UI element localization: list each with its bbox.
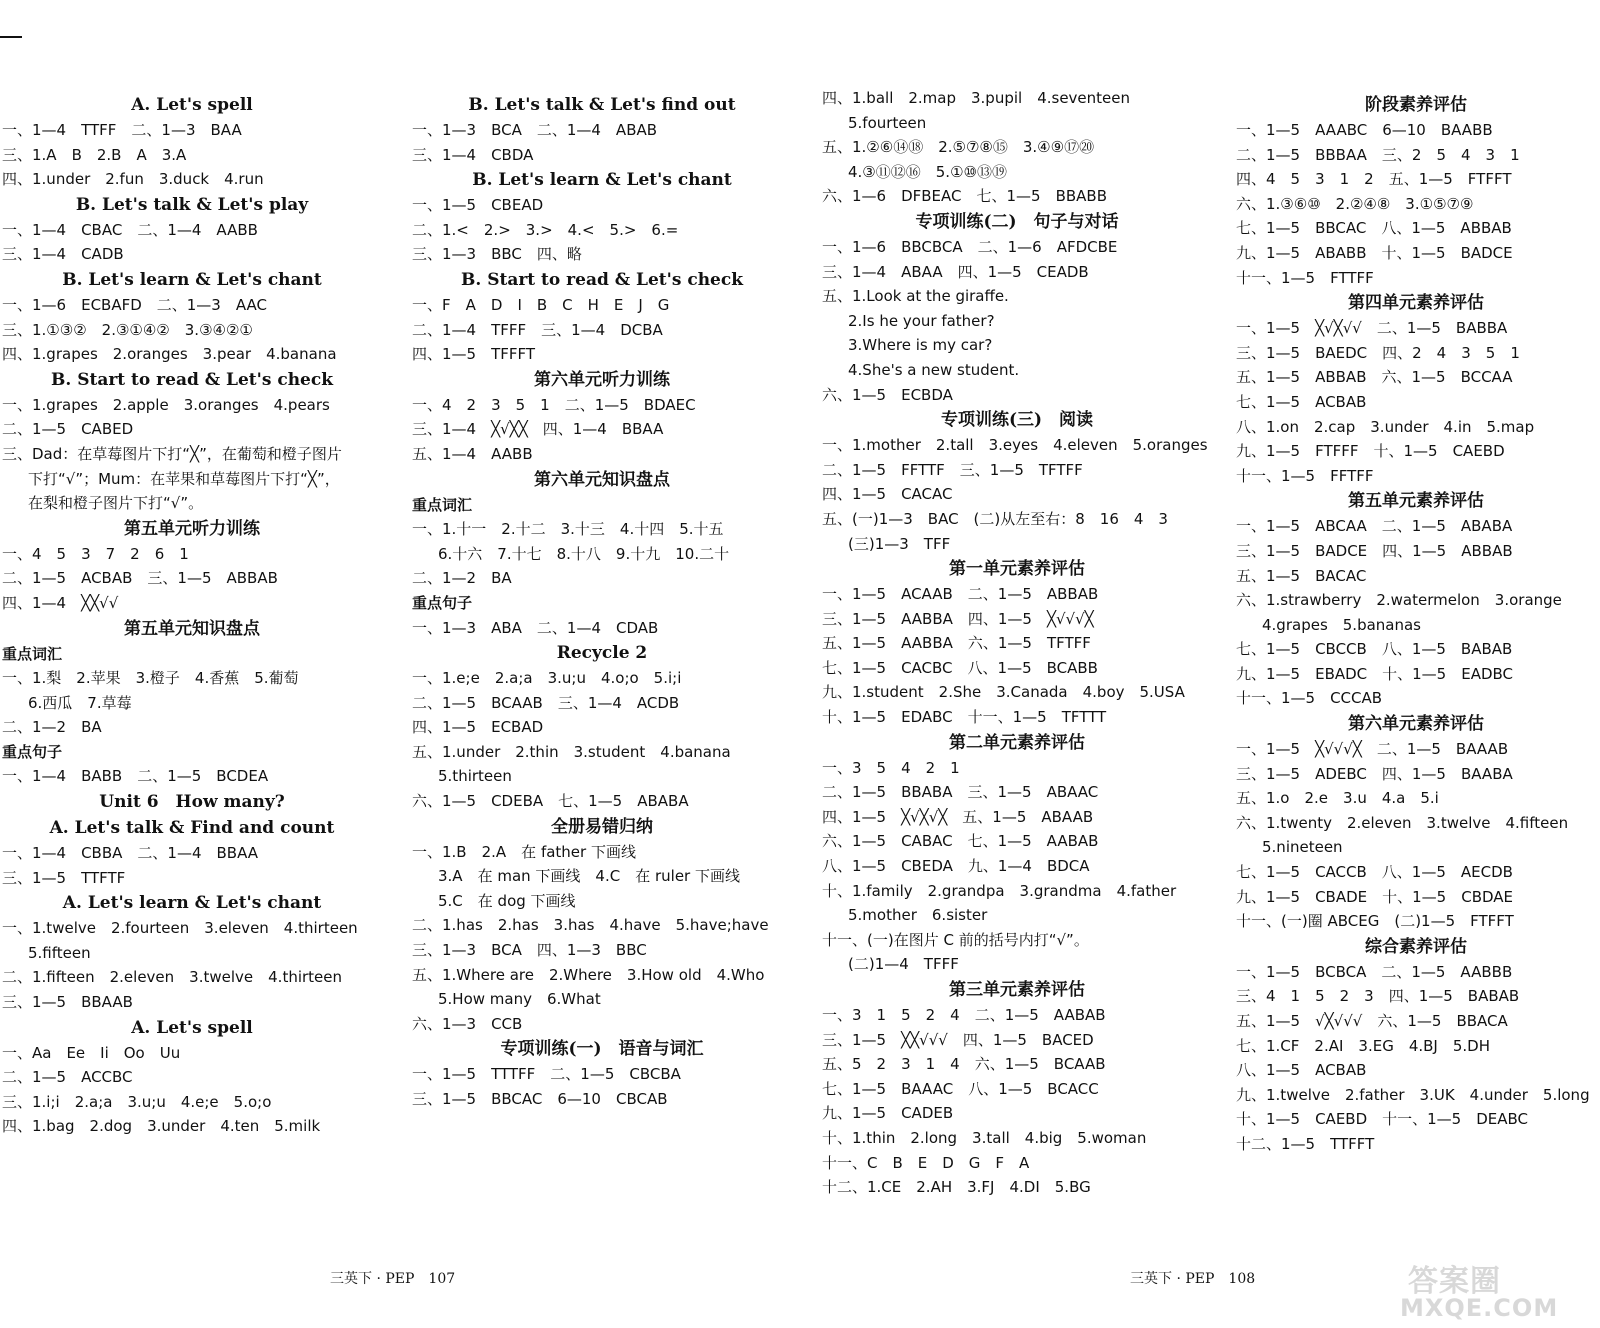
answer-line: 七、1—5 BAAAC 八、1—5 BCACC xyxy=(822,1079,1099,1098)
answer-line: 十一、(一)圈 ABCEG (二)1—5 FTFFT xyxy=(1236,912,1514,931)
answer-line: 一、1—3 ABA 二、1—4 CDAB xyxy=(412,618,659,637)
answer-line: 四、4 5 3 1 2 五、1—5 FTFFT xyxy=(1236,170,1512,189)
answer-line: 四、1—5 ╳√╳√╳ 五、1—5 ABAAB xyxy=(822,807,1094,826)
answer-line: 三、1—5 BBAAB xyxy=(2,993,133,1012)
answer-line: 九、1.student 2.She 3.Canada 4.boy 5.USA xyxy=(822,683,1185,702)
answer-line: 一、1.twelve 2.fourteen 3.eleven 4.thirteen xyxy=(2,919,358,938)
answer-line: 一、1—5 ACAAB 二、1—5 ABBAB xyxy=(822,585,1099,604)
subsection-label: 重点句子 xyxy=(412,593,473,612)
answer-line: 三、1—4 ╳√╳╳ 四、1—4 BBAA xyxy=(412,420,664,439)
answer-line: 5.C 在 dog 下画线 xyxy=(438,891,576,910)
answer-line: 十、1.thin 2.long 3.tall 4.big 5.woman xyxy=(822,1128,1147,1147)
answer-line: 九、1.twelve 2.father 3.UK 4.under 5.long xyxy=(1236,1085,1590,1104)
answer-line: 6.西瓜 7.草莓 xyxy=(28,693,132,712)
answer-line: 六、1.strawberry 2.watermelon 3.orange xyxy=(1236,591,1562,610)
section-heading: 第六单元素养评估 xyxy=(1348,714,1484,735)
answer-line: 一、1—5 ╳√╳√√ 二、1—5 BABBA xyxy=(1236,319,1508,338)
answer-line: 一、1—5 ABCAA 二、1—5 ABABA xyxy=(1236,517,1513,536)
answer-line: 七、1.CF 2.AI 3.EG 4.BJ 5.DH xyxy=(1236,1036,1490,1055)
answer-line: 七、1—5 CACBC 八、1—5 BCABB xyxy=(822,658,1098,677)
answer-line: 5.fifteen xyxy=(28,943,91,962)
answer-line: 三、1.A B 2.B A 3.A xyxy=(2,145,187,164)
section-heading: B. Let's talk & Let's find out xyxy=(468,95,736,115)
answer-line: 4.③⑪⑫⑯ 5.①⑩⑬⑲ xyxy=(848,162,1007,181)
answer-line: 一、1.梨 2.苹果 3.橙子 4.香蕉 5.葡萄 xyxy=(2,669,299,688)
answer-line: 三、1—4 CADB xyxy=(2,245,124,264)
answer-line: 一、1.mother 2.tall 3.eyes 4.eleven 5.oranges xyxy=(822,436,1208,455)
answer-line: 一、1—3 BCA 二、1—4 ABAB xyxy=(412,121,658,139)
section-heading: Unit 6 How many? xyxy=(99,792,285,813)
answer-line: 四、1.under 2.fun 3.duck 4.run xyxy=(2,170,264,189)
answer-line: 一、1.e;e 2.a;a 3.u;u 4.o;o 5.i;i xyxy=(412,669,682,688)
answer-line: 五、1—4 AABB xyxy=(412,444,533,463)
answer-line: 六、1—5 ECBDA xyxy=(822,385,953,404)
answer-line: 三、1—5 BAEDC 四、2 4 3 5 1 xyxy=(1236,343,1520,362)
answer-line: 六、1—3 CCB xyxy=(412,1014,523,1033)
answer-line: 九、1—5 CADEB xyxy=(822,1104,954,1123)
answer-line: 二、1—5 FFTTF 三、1—5 TFTFF xyxy=(822,460,1083,479)
section-heading: 第五单元听力训练 xyxy=(124,518,260,539)
answer-line: 三、1—5 BBCAC 6—10 CBCAB xyxy=(412,1090,668,1108)
answer-line: 三、1—5 ╳╳√√√ 四、1—5 BACED xyxy=(822,1030,1094,1049)
answer-line: 十一、1—5 FFTFF xyxy=(1236,466,1374,485)
answer-line: 二、1—5 ACBAB 三、1—5 ABBAB xyxy=(2,569,278,588)
section-heading: 第二单元素养评估 xyxy=(949,732,1085,753)
answer-line: 一、1—6 ECBAFD 二、1—3 AAC xyxy=(2,295,268,314)
answer-line: 十一、C B E D G F A xyxy=(822,1153,1030,1172)
answer-line: 三、1—3 BBC 四、略 xyxy=(412,245,582,264)
answer-line: 二、1—4 TFFF 三、1—4 DCBA xyxy=(412,320,663,339)
section-heading: B. Start to read & Let's check xyxy=(460,269,744,290)
answer-line: 三、1—5 ADEBC 四、1—5 BAABA xyxy=(1236,764,1513,783)
answer-line: 八、1.on 2.cap 3.under 4.in 5.map xyxy=(1236,417,1535,436)
answer-line: 五、1.②⑥⑭⑱ 2.⑤⑦⑧⑮ 3.④⑨⑰⑳ xyxy=(822,138,1095,157)
section-heading: Recycle 2 xyxy=(556,643,648,664)
answer-line: 下打“√”；Mum：在苹果和草莓图片下打“╳”， xyxy=(28,469,340,488)
answer-line: 一、Aa Ee Ii Oo Uu xyxy=(2,1043,181,1062)
answer-line: 三、1—5 BADCE 四、1—5 ABBAB xyxy=(1236,541,1513,560)
answer-line: 六、1—5 CABAC 七、1—5 AABAB xyxy=(822,832,1099,851)
answer-line: 四、1.ball 2.map 3.pupil 4.seventeen xyxy=(822,89,1131,107)
answer-line: 三、1—5 TTFTF xyxy=(2,868,126,887)
answer-line: 6.十六 7.十七 8.十八 9.十九 10.二十 xyxy=(438,544,730,563)
answer-line: 五、1—5 BACAC xyxy=(1236,566,1367,585)
answer-line: 七、1—5 CBCCB 八、1—5 BABAB xyxy=(1236,640,1513,659)
answer-line: 十一、(一)在图片 C 前的括号内打“√”。 xyxy=(822,930,1089,949)
answer-line: 六、1—6 DFBEAC 七、1—5 BBABB xyxy=(822,187,1108,206)
answer-line: 三、1—5 AABBA 四、1—5 ╳√√√╳ xyxy=(822,609,1094,628)
answer-line: 五、5 2 3 1 4 六、1—5 BCAAB xyxy=(822,1055,1106,1074)
subsection-label: 重点词汇 xyxy=(2,644,63,663)
answer-line: 3.A 在 man 下画线 4.C 在 ruler 下画线 xyxy=(438,867,740,886)
answer-line: 十、1.family 2.grandpa 3.grandma 4.father xyxy=(822,881,1177,900)
section-heading: A. Let's talk & Find and count xyxy=(49,818,335,839)
section-heading: 专项训练(一) 语音与词汇 xyxy=(500,1039,704,1060)
answer-line: 十二、1—5 TTFFT xyxy=(1236,1134,1375,1153)
answer-line: 5.How many 6.What xyxy=(438,990,601,1009)
section-heading: A. Let's spell xyxy=(131,1017,253,1038)
answer-line: 十、1—5 EDABC 十一、1—5 TFTTT xyxy=(822,708,1107,727)
answer-line: 八、1—5 CBEDA 九、1—4 BDCA xyxy=(822,857,1090,876)
answer-line: 一、1.B 2.A 在 father 下画线 xyxy=(412,842,636,861)
answer-line: 二、1—5 ACCBC xyxy=(2,1068,133,1087)
answer-line: 一、1.十一 2.十二 3.十三 4.十四 5.十五 xyxy=(412,520,724,539)
answer-line: 九、1—5 CBADE 十、1—5 CBDAE xyxy=(1236,887,1514,906)
answer-line: 二、1—5 BCAAB 三、1—4 ACDB xyxy=(412,693,680,712)
section-heading: 专项训练(二) 句子与对话 xyxy=(915,211,1119,232)
answer-line: 五、1.Look at the giraffe. xyxy=(822,287,1009,306)
answer-line: 三、4 1 5 2 3 四、1—5 BABAB xyxy=(1236,987,1520,1006)
answer-line: 五、1—5 AABBA 六、1—5 TFTFF xyxy=(822,634,1091,653)
answer-line: 七、1—5 CACCB 八、1—5 AECDB xyxy=(1236,863,1513,882)
answer-line: 六、1.③⑥⑩ 2.②④⑧ 3.①⑤⑦⑨ xyxy=(1236,194,1474,213)
answer-line: 一、1.grapes 2.apple 3.oranges 4.pears xyxy=(2,395,330,414)
section-heading: 第六单元听力训练 xyxy=(534,369,670,390)
answer-line: 一、1—6 BBCBCA 二、1—6 AFDCBE xyxy=(822,237,1118,256)
answer-line: 二、1—2 BA xyxy=(2,718,102,737)
answer-line: 一、1—5 AAABC 6—10 BAABB xyxy=(1236,121,1493,139)
answer-line: 三、1.i;i 2.a;a 3.u;u 4.e;e 5.o;o xyxy=(2,1092,272,1111)
answer-line: 四、1—4 ╳╳√√ xyxy=(2,593,119,612)
section-heading: 第四单元素养评估 xyxy=(1348,293,1484,314)
answer-line: 4.She's a new student. xyxy=(848,360,1020,379)
answer-line: 四、1—5 CACAC xyxy=(822,485,953,504)
section-heading: 第一单元素养评估 xyxy=(949,559,1085,580)
answer-line: 二、1.< 2.> 3.> 4.< 5.> 6.= xyxy=(412,220,679,239)
answer-line: 二、1—5 CABED xyxy=(2,420,134,439)
answer-line: 5.thirteen xyxy=(438,767,512,786)
answer-line: 三、1—4 CBDA xyxy=(412,145,534,164)
section-heading: B. Let's talk & Let's play xyxy=(75,194,309,215)
section-heading: A. Let's spell xyxy=(131,95,253,115)
answer-line: 十一、1—5 CCCAB xyxy=(1236,689,1383,708)
watermark-logo: 答案圈 xyxy=(1408,1264,1501,1299)
answer-line: 三、1—3 BCA 四、1—3 BBC xyxy=(412,941,647,960)
section-heading: 第六单元知识盘点 xyxy=(534,469,670,490)
answer-line: 四、1.grapes 2.oranges 3.pear 4.banana xyxy=(2,345,337,364)
answer-line: 5.mother 6.sister xyxy=(848,906,988,925)
subsection-label: 重点词汇 xyxy=(412,495,473,514)
answer-line: 八、1—5 ACBAB xyxy=(1236,1061,1367,1080)
answer-line: 七、1—5 BBCAC 八、1—5 ABBAB xyxy=(1236,219,1512,238)
column-3 xyxy=(822,86,1212,1200)
section-heading: 阶段素养评估 xyxy=(1365,95,1467,115)
answer-line: 5.fourteen xyxy=(848,113,927,132)
answer-line: 一、1—5 ╳√√√╳ 二、1—5 BAAAB xyxy=(1236,740,1509,759)
column-2 xyxy=(412,92,792,1112)
answer-line: 四、1—5 ECBAD xyxy=(412,718,544,737)
page-footer-107: 三英下 · PEP 107 xyxy=(330,1271,456,1287)
answer-line: 一、1—4 TTFF 二、1—3 BAA xyxy=(2,121,242,139)
section-heading: 第三单元素养评估 xyxy=(949,980,1085,1000)
section-heading: B. Let's learn & Let's chant xyxy=(62,269,322,290)
answer-line: 一、3 1 5 2 4 二、1—5 AABAB xyxy=(822,1006,1106,1024)
section-heading: B. Let's learn & Let's chant xyxy=(472,170,732,191)
answer-line: 五、1—5 ABBAB 六、1—5 BCCAA xyxy=(1236,368,1513,387)
answer-line: 2.Is he your father? xyxy=(848,311,995,330)
answer-line: 九、1—5 EBADC 十、1—5 EADBC xyxy=(1236,664,1514,683)
answer-line: 在梨和橙子图片下打“√”。 xyxy=(28,494,204,513)
answer-line: 二、1.has 2.has 3.has 4.have 5.have;have xyxy=(412,916,769,935)
answer-line: 六、1—5 CDEBA 七、1—5 ABABA xyxy=(412,792,689,811)
answer-line: 三、1—4 ABAA 四、1—5 CEADB xyxy=(822,262,1089,281)
answer-line: 四、1—5 TFFFT xyxy=(412,345,536,364)
answer-line: 五、1.o 2.e 3.u 4.a 5.i xyxy=(1236,789,1439,808)
answer-line: 一、1—5 CBEAD xyxy=(412,196,544,215)
answer-line: 十一、1—5 FTTFF xyxy=(1236,268,1374,287)
section-heading: 综合素养评估 xyxy=(1365,936,1467,957)
answer-line: 十、1—5 CAEBD 十一、1—5 DEABC xyxy=(1236,1110,1529,1129)
answer-line: 五、1.Where are 2.Where 3.How old 4.Who xyxy=(412,965,765,984)
answer-line: 五、1.under 2.thin 3.student 4.banana xyxy=(412,742,731,761)
column-4 xyxy=(1236,92,1596,1157)
answer-line: 七、1—5 ACBAB xyxy=(1236,392,1367,411)
answer-line: 九、1—5 FTFFF 十、1—5 CAEBD xyxy=(1236,442,1505,461)
watermark-url: MXQE.COM xyxy=(1400,1294,1559,1322)
answer-line: 5.nineteen xyxy=(1262,838,1343,857)
answer-line: 一、1—5 BCBCA 二、1—5 AABBB xyxy=(1236,962,1513,981)
section-heading: 全册易错归纳 xyxy=(551,816,653,837)
answer-line: (二)1—4 TFFF xyxy=(848,955,959,974)
answer-line: 五、1—5 √╳√√√ 六、1—5 BBACA xyxy=(1236,1012,1508,1030)
answer-line: 二、1—5 BBBAA 三、2 5 4 3 1 xyxy=(1236,145,1520,164)
answer-line: 三、1.①③② 2.③①④② 3.③④②① xyxy=(2,320,253,339)
answer-line: 二、1—2 BA xyxy=(412,569,512,588)
answer-line: 一、1—4 CBBA 二、1—4 BBAA xyxy=(2,844,259,863)
answer-line: 一、F A D I B C H E J G xyxy=(412,295,670,314)
answer-line: 一、3 5 4 2 1 xyxy=(822,758,960,777)
answer-line: 一、4 5 3 7 2 6 1 xyxy=(2,544,189,563)
subsection-label: 重点句子 xyxy=(2,742,63,761)
section-heading: 第五单元知识盘点 xyxy=(124,618,260,639)
section-heading: 第五单元素养评估 xyxy=(1348,491,1484,512)
answer-line: 四、1.bag 2.dog 3.under 4.ten 5.milk xyxy=(2,1117,321,1136)
answer-line: 4.grapes 5.bananas xyxy=(1262,615,1421,634)
answer-line: 一、4 2 3 5 1 二、1—5 BDAEC xyxy=(412,395,696,414)
answer-line: (三)1—3 TFF xyxy=(848,534,951,553)
answer-line: 一、1—5 TTTFF 二、1—5 CBCBA xyxy=(412,1065,681,1084)
section-heading: A. Let's learn & Let's chant xyxy=(62,893,322,914)
answer-line: 一、1—4 CBAC 二、1—4 AABB xyxy=(2,220,258,239)
column-1 xyxy=(2,92,382,1139)
answer-line: 十二、1.CE 2.AH 3.FJ 4.DI 5.BG xyxy=(822,1178,1091,1197)
answer-line: 五、(一)1—3 BAC (二)从左至右：8 16 4 3 xyxy=(822,509,1168,528)
answer-line: 一、1—4 BABB 二、1—5 BCDEA xyxy=(2,767,269,786)
top-rule xyxy=(0,36,22,38)
section-heading: B. Start to read & Let's check xyxy=(50,369,334,390)
page-footer-108: 三英下 · PEP 108 xyxy=(1130,1271,1256,1287)
answer-line: 3.Where is my car? xyxy=(848,336,993,355)
answer-line: 二、1—5 BBABA 三、1—5 ABAAC xyxy=(822,783,1099,802)
section-heading: 专项训练(三) 阅读 xyxy=(940,410,1094,431)
answer-line: 二、1.fifteen 2.eleven 3.twelve 4.thirteen xyxy=(2,968,343,987)
answer-line: 六、1.twenty 2.eleven 3.twelve 4.fifteen xyxy=(1236,813,1569,832)
answer-line: 九、1—5 ABABB 十、1—5 BADCE xyxy=(1236,243,1513,262)
answer-line: 三、Dad：在草莓图片下打“╳”，在葡萄和橙子图片 xyxy=(2,444,342,463)
